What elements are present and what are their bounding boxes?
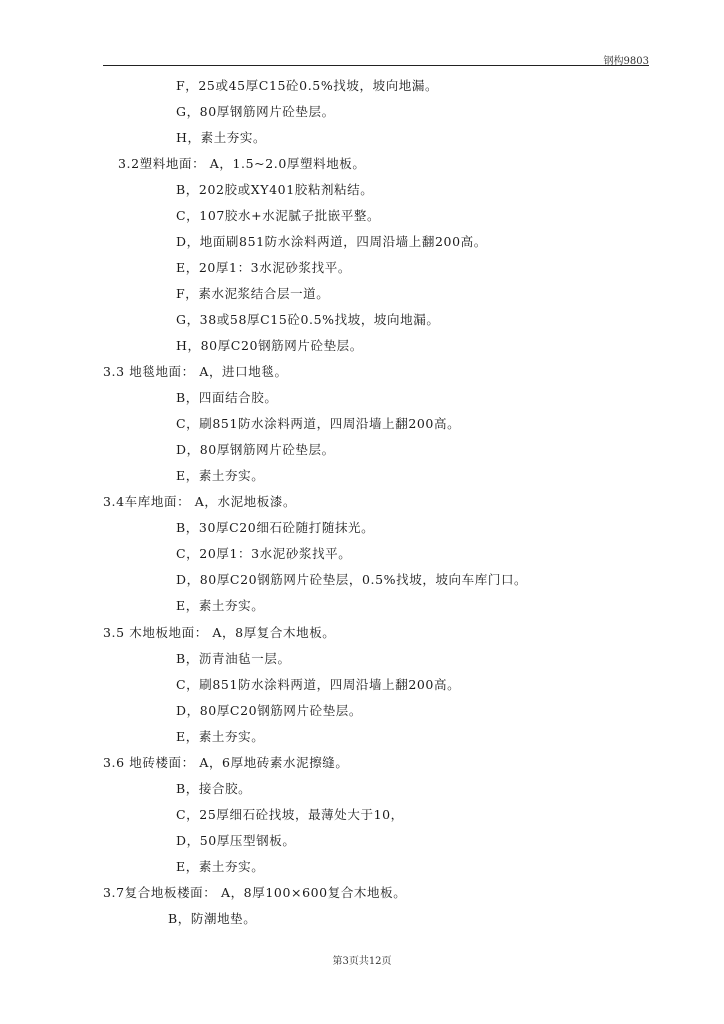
spec-line: E，素土夯实。	[176, 859, 265, 874]
spec-line: C，25厚细石砼找坡，最薄处大于10，	[176, 807, 404, 822]
spec-line: F，素水泥浆结合层一道。	[176, 286, 330, 301]
document-code: 钢构9803	[603, 56, 649, 67]
section-heading: 3.7复合地板楼面： A，8厚100×600复合木地板。	[103, 885, 407, 900]
spec-line: H，80厚C20钢筋网片砼垫层。	[176, 338, 363, 353]
spec-line: E，素土夯实。	[176, 598, 265, 613]
spec-line: D，50厚压型钢板。	[176, 833, 296, 848]
spec-line: D，80厚C20钢筋网片砼垫层，0.5%找坡，坡向车库门口。	[176, 572, 528, 587]
spec-line: C，20厚1：3水泥砂浆找平。	[176, 546, 352, 561]
spec-line: H，素土夯实。	[176, 130, 267, 145]
spec-line: B，防潮地垫。	[168, 911, 257, 926]
section-heading: 3.5 木地板地面： A，8厚复合木地板。	[103, 625, 336, 640]
spec-line: B，30厚C20细石砼随打随抹光。	[176, 520, 375, 535]
spec-line: D，80厚钢筋网片砼垫层。	[176, 442, 335, 457]
spec-line: D，地面刷851防水涂料两道，四周沿墙上翻200高。	[176, 234, 487, 249]
spec-line: B，202胶或XY401胶粘剂粘结。	[176, 182, 374, 197]
spec-line: E，素土夯实。	[176, 729, 265, 744]
section-heading: 3.4车库地面： A，水泥地板漆。	[103, 494, 297, 509]
spec-line: G，80厚钢筋网片砼垫层。	[176, 104, 335, 119]
spec-line: D，80厚C20钢筋网片砼垫层。	[176, 703, 362, 718]
spec-line: E，素土夯实。	[176, 468, 265, 483]
spec-line: B，接合胶。	[176, 781, 252, 796]
section-heading: 3.2塑料地面： A，1.5~2.0厚塑料地板。	[118, 156, 366, 171]
header-divider	[103, 65, 649, 66]
spec-line: C，刷851防水涂料两道，四周沿墙上翻200高。	[176, 416, 461, 431]
section-heading: 3.3 地毯地面： A，进口地毯。	[103, 364, 288, 379]
spec-line: B，四面结合胶。	[176, 390, 278, 405]
spec-line: E，20厚1：3水泥砂浆找平。	[176, 260, 351, 275]
page-number: 第3页共12页	[332, 956, 392, 967]
spec-line: B，沥青油毡一层。	[176, 651, 291, 666]
spec-line: G，38或58厚C15砼0.5%找坡，坡向地漏。	[176, 312, 440, 327]
spec-line: C，刷851防水涂料两道，四周沿墙上翻200高。	[176, 677, 461, 692]
spec-line: F，25或45厚C15砼0.5%找坡，坡向地漏。	[176, 78, 439, 93]
spec-line: C，107胶水+水泥腻子批嵌平整。	[176, 208, 381, 223]
section-heading: 3.6 地砖楼面： A，6厚地砖素水泥擦缝。	[103, 755, 349, 770]
